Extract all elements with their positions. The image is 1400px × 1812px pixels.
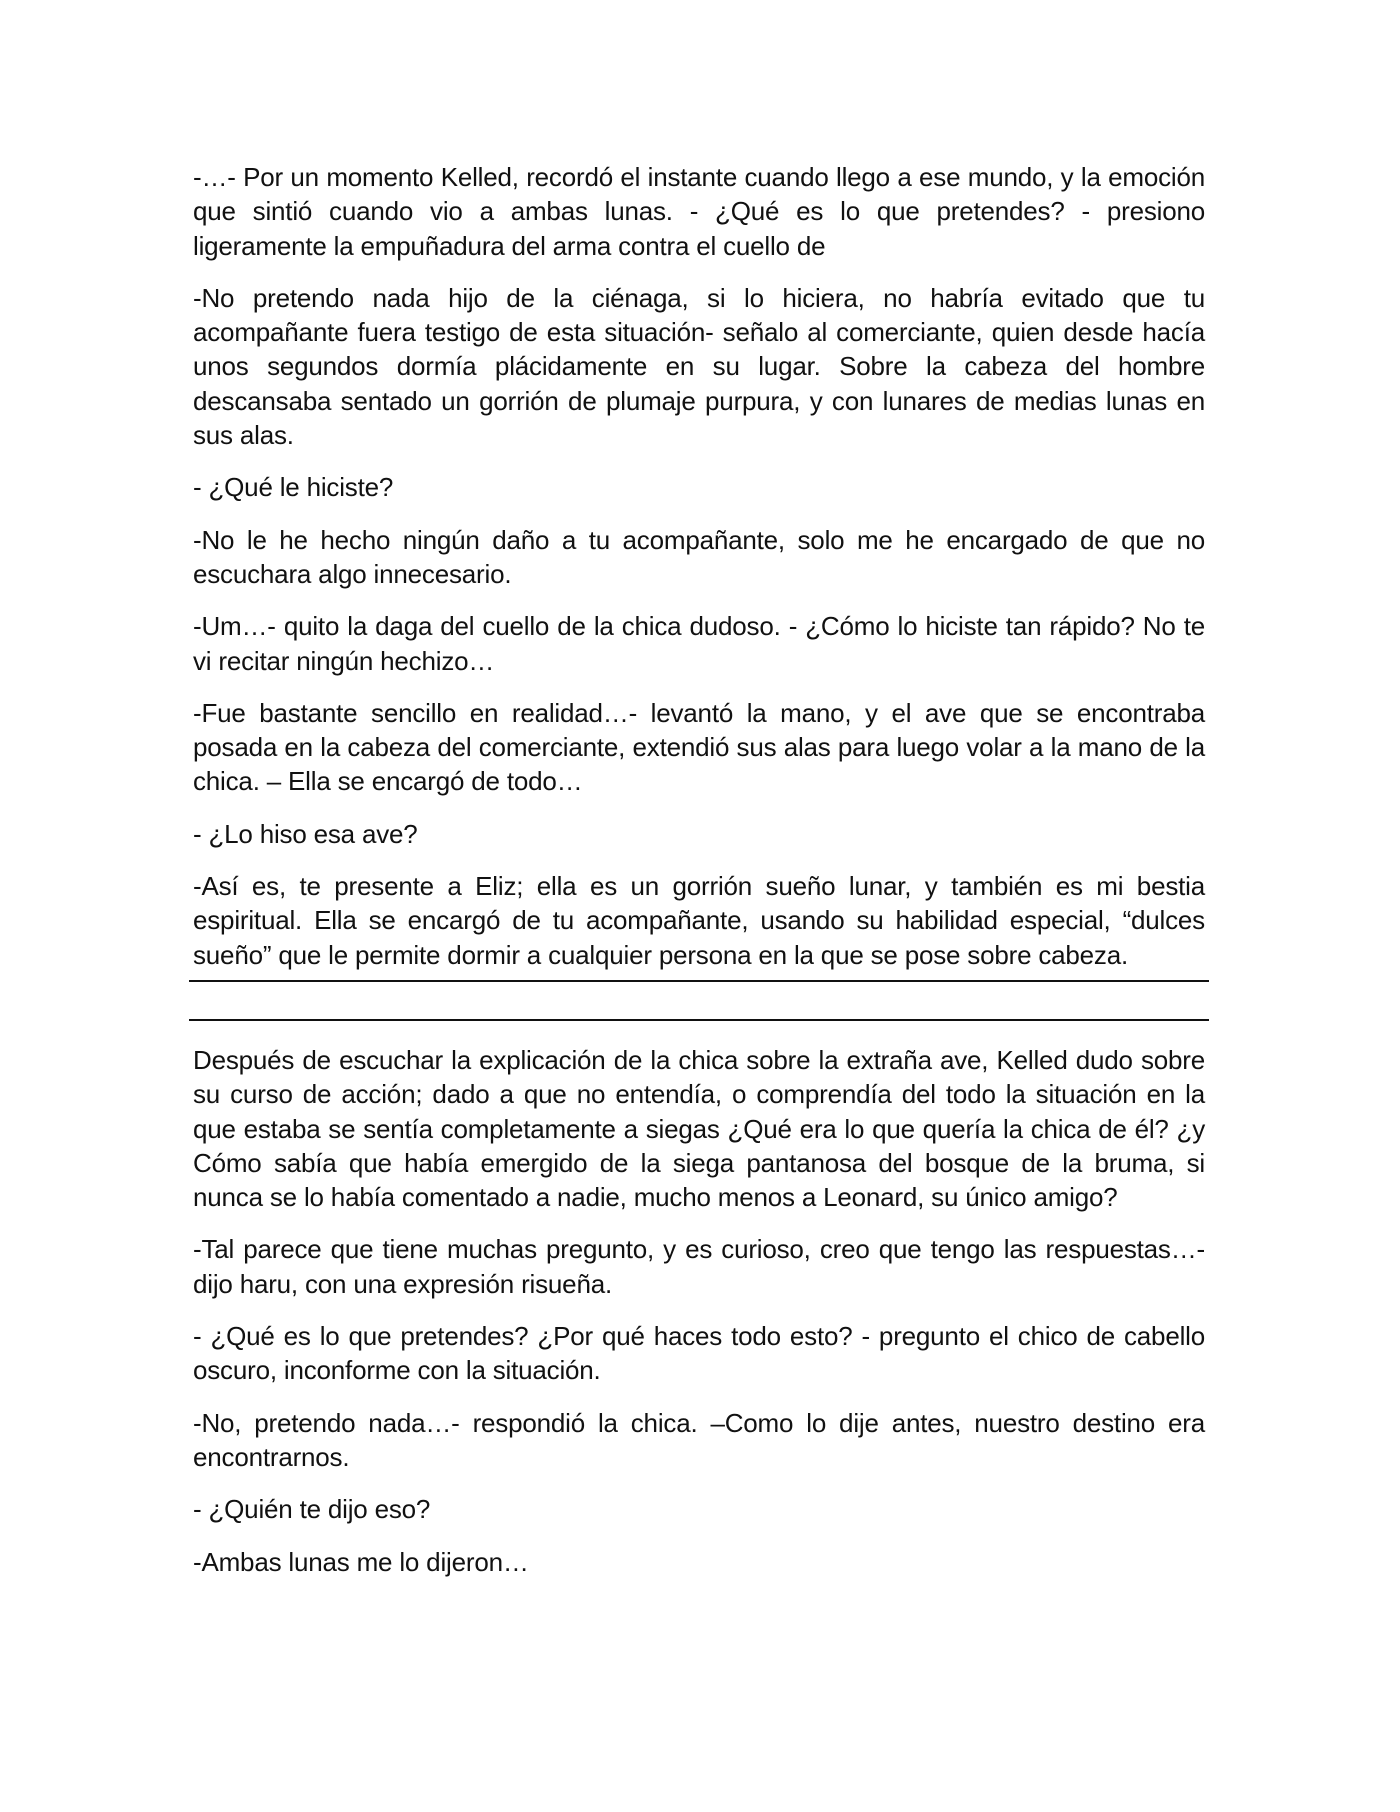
paragraph: - ¿Qué le hiciste? (193, 472, 394, 503)
paragraph: -Así es, te presente a Eliz; ella es un gorrión sueño lunar, y también es mi bestia espiritual. Ella se encargó de tu acompañante, usando su habilidad especial, “dulces sueño” que le permite dormir a cualquier persona en la que se pose sobre cabeza. (193, 871, 1205, 970)
paragraph: -No le he hecho ningún daño a tu acompañante, solo me he encargado de que no escuchara algo innecesario. (193, 524, 1205, 589)
paragraph: -No, pretendo nada…- respondió la chica. –Como lo dije antes, nuestro destino era encontrarnos. (193, 1407, 1205, 1472)
paragraph: -Ambas lunas me lo dijeron… (193, 1546, 529, 1577)
document-page (193, 160, 1205, 1597)
paragraph: -…- Por un momento Kelled, recordó el instante cuando llego a ese mundo, y la emoción que sintió cuando vio a ambas lunas. - ¿Qué es lo que pretendes? - presiono ligeramente la empuñadura del arma contra el cuello de (193, 162, 1205, 261)
paragraph: Después de escuchar la explicación de la chica sobre la extraña ave, Kelled dudo sobre su curso de acción; dado a que no entendía, o comprendía del todo la situación en la que estaba se sentía completamente a siegas ¿Qué era lo que quería la chica de él? ¿y Cómo sabía que había emergido de la siega pantanosa del bosque de la bruma, si nunca se lo había comentado a nadie, mucho menos a Leonard, su único amigo? (193, 1044, 1205, 1213)
paragraph: -No pretendo nada hijo de la ciénaga, si lo hiciera, no habría evitado que tu acompañante fuera testigo de esta situación- señalo al comerciante, quien desde hacía unos segundos dormía plácidamente en su lugar. Sobre la cabeza del hombre descansaba sentado un gorrión de plumaje purpura, y con lunares de medias lunas en sus alas. (193, 282, 1205, 451)
paragraph: -Fue bastante sencillo en realidad…- levantó la mano, y el ave que se encontraba posada en la cabeza del comerciante, extendió sus alas para luego volar a la mano de la chica. – Ella se encargó de todo… (193, 697, 1205, 797)
section-two (193, 1043, 1205, 1579)
paragraph: - ¿Qué es lo que pretendes? ¿Por qué haces todo esto? - pregunto el chico de cabello oscuro, inconforme con la situación. (193, 1321, 1205, 1386)
section-one (193, 160, 1205, 972)
section-divider-top (189, 980, 1209, 982)
paragraph: -Tal parece que tiene muchas pregunto, y es curioso, creo que tengo las respuestas…- dijo haru, con una expresión risueña. (193, 1234, 1205, 1299)
paragraph: - ¿Lo hiso esa ave? (193, 818, 418, 849)
paragraph: - ¿Quién te dijo eso? (193, 1494, 431, 1525)
paragraph: -Um…- quito la daga del cuello de la chica dudoso. - ¿Cómo lo hiciste tan rápido? No te vi recitar ningún hechizo… (193, 611, 1205, 676)
section-divider-bottom (189, 1019, 1209, 1021)
